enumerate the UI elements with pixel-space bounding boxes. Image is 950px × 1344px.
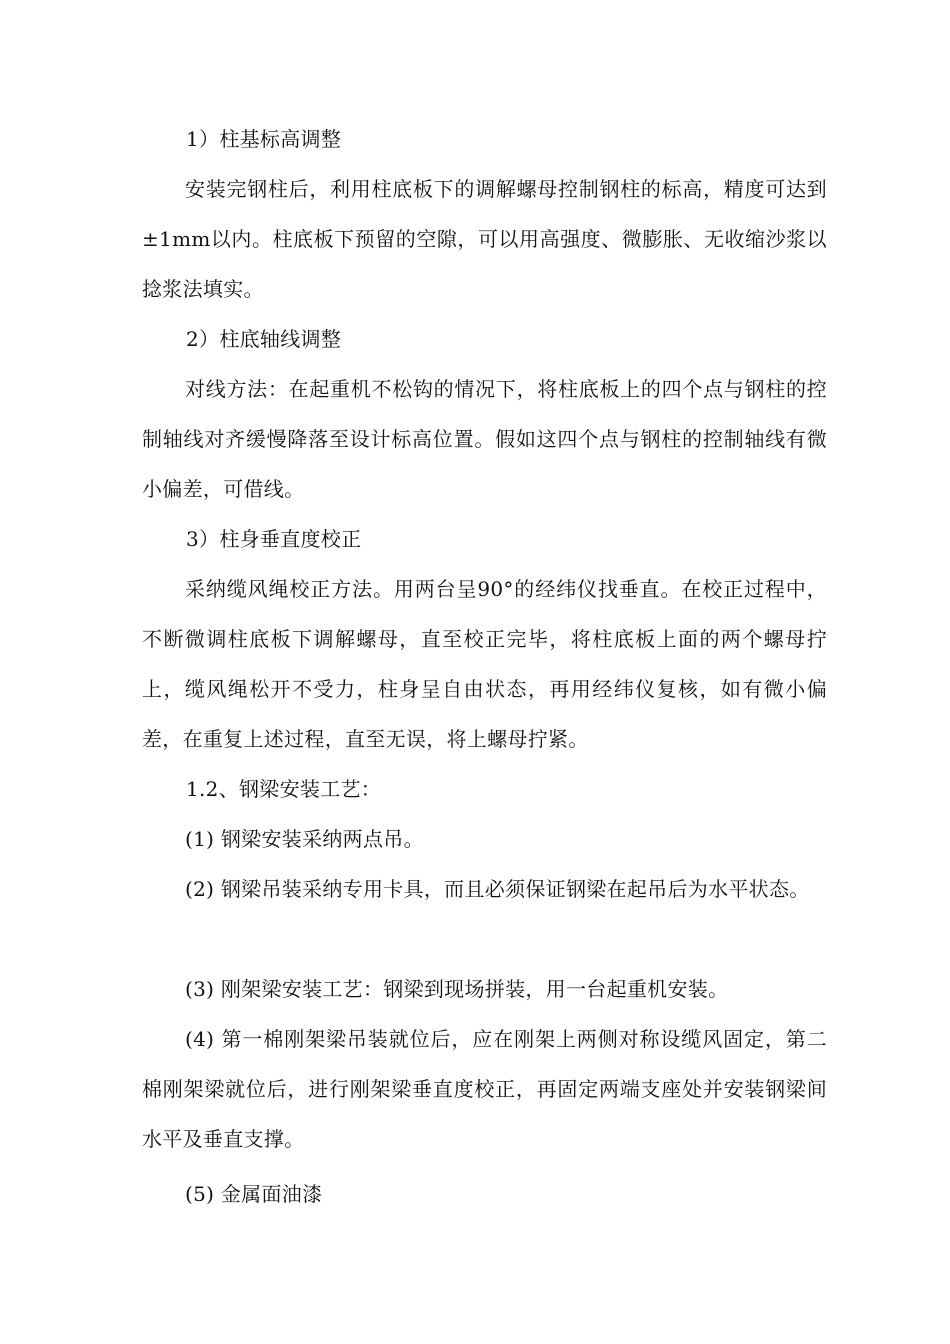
paragraph-axis-alignment: 对线方法：在起重机不松钩的情况下，将柱底板上的四个点与钢柱的控制轴线对齐缓慢降落至设计标高位置。假如这四个点与钢柱的控制轴线有微小偏差，可借线。 bbox=[142, 377, 827, 501]
section-heading-base-axis: 2）柱底轴线调整 bbox=[186, 327, 342, 351]
list-item-2: (2) 钢梁吊装采纳专用卡具，而且必须保证钢梁在起吊后为水平状态。 bbox=[185, 877, 810, 901]
list-item-3: (3) 刚架梁安装工艺：钢梁到现场拼装，用一台起重机安装。 bbox=[185, 977, 729, 1001]
section-heading-verticality: 3）柱身垂直度校正 bbox=[186, 527, 362, 551]
list-item-4: (4) 第一棉刚架梁吊装就位后，应在刚架上两侧对称设缆风固定，第二棉刚架梁就位后，进行刚架梁垂直度校正，再固定两端支座处并安装钢梁间水平及垂直支撑。 bbox=[142, 1027, 827, 1151]
list-item-1: (1) 钢梁安装采纳两点吊。 bbox=[185, 827, 424, 851]
section-heading-beam-installation: 1.2、钢梁安装工艺： bbox=[186, 777, 382, 801]
paragraph-elevation-adjustment: 安装完钢柱后，利用柱底板下的调解螺母控制钢柱的标高，精度可达到±1mm以内。柱底板下预留的空隙，可以用高强度、微膨胀、无收缩沙浆以捻浆法填实。 bbox=[142, 177, 827, 301]
paragraph-verticality-correction: 采纳缆风绳校正方法。用两台呈90°的经纬仪找垂直。在校正过程中，不断微调柱底板下调解螺母，直至校正完毕，将柱底板上面的两个螺母拧上，缆风绳松开不受力，柱身呈自由状态，再用经纬仪复核，如有微小偏差，在重复上述过程，直至无误，将上螺母拧紧。 bbox=[142, 577, 827, 751]
section-heading-column-base-elevation: 1）柱基标高调整 bbox=[186, 127, 342, 151]
list-item-5: (5) 金属面油漆 bbox=[185, 1182, 323, 1206]
